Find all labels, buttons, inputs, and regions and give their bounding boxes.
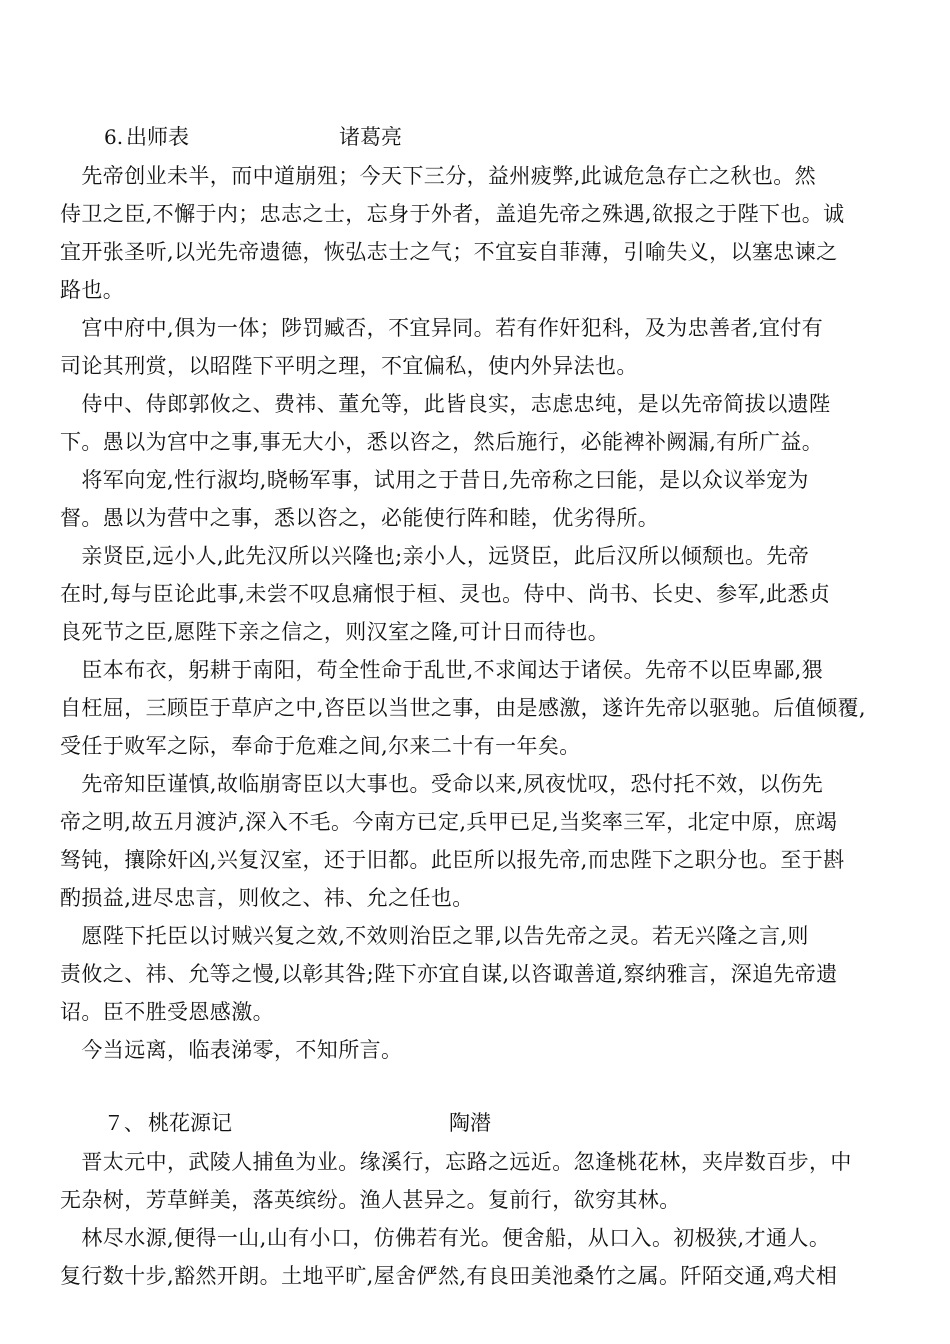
text-line: 督。愚以为营中之事，悉以咨之，必能使行阵和睦，优劣得所。 — [60, 506, 660, 530]
text-line: 先帝知臣谨慎,故临崩寄臣以大事也。受命以来,夙夜忧叹，恐付托不效，以伤先 — [60, 772, 824, 796]
section-number: ７、 — [104, 1111, 144, 1135]
text-line: 司论其刑赏，以昭陛下平明之理，不宜偏私，使内外异法也。 — [60, 354, 638, 378]
text-line: 晋太元中，武陵人捕鱼为业。缘溪行，忘路之远近。忽逢桃花林，夹岸数百步，中 — [60, 1150, 852, 1174]
section-title: 出师表 — [126, 125, 189, 149]
section-title: 桃花源记 — [148, 1111, 232, 1135]
text-line: 自枉屈，三顾臣于草庐之中,咨臣以当世之事，由是感激，遂许先帝以驱驰。后值倾覆, — [60, 696, 866, 720]
text-line: 今当远离，临表涕零，不知所言。 — [60, 1038, 403, 1062]
text-line: 路也。 — [60, 278, 125, 302]
text-line: 帝之明,故五月渡泸,深入不毛。今南方已定,兵甲已足,当奖率三军，北定中原，庶竭 — [60, 810, 838, 834]
text-line: 先帝创业未半，而中道崩殂；今天下三分，益州疲弊,此诚危急存亡之秋也。然 — [60, 164, 817, 188]
text-line: 亲贤臣,远小人,此先汉所以兴隆也;亲小人，远贤臣，此后汉所以倾颓也。先帝 — [60, 544, 810, 568]
text-line: 林尽水源,便得一山,山有小口，仿佛若有光。便舍船，从口入。初极狭,才通人。 — [60, 1226, 831, 1250]
text-line: 无杂树，芳草鲜美，落英缤纷。渔人甚异之。复前行，欲穷其林。 — [60, 1188, 681, 1212]
text-line: 在时,每与臣论此事,未尝不叹息痛恨于桓、灵也。侍中、尚书、长史、参军,此悉贞 — [60, 582, 831, 606]
text-line: 侍卫之臣,不懈于内；忠志之士，忘身于外者，盖追先帝之殊遇,欲报之于陛下也。诚 — [60, 202, 845, 226]
section-number: 6. — [104, 125, 124, 149]
text-line: 愿陛下托臣以讨贼兴复之效,不效则治臣之罪,以告先帝之灵。若无兴隆之言,则 — [60, 924, 809, 948]
text-line: 诏。臣不胜受恩感激。 — [60, 1000, 274, 1024]
text-line: 臣本布衣，躬耕于南阳，苟全性命于乱世,不求闻达于诸侯。先帝不以臣卑鄙,猥 — [60, 658, 824, 682]
section-author: 陶潜 — [449, 1111, 491, 1135]
text-line: 将军向宠,性行淑均,晓畅军事，试用之于昔日,先帝称之曰能，是以众议举宠为 — [60, 468, 809, 492]
text-line: 受任于败军之际，奉命于危难之间,尔来二十有一年矣。 — [60, 734, 581, 758]
text-line: 宫中府中,俱为一体；陟罚臧否，不宜异同。若有作奸犯科，及为忠善者,宜付有 — [60, 316, 824, 340]
text-line: 侍中、侍郎郭攸之、费祎、董允等，此皆良实，志虑忠纯，是以先帝简拔以遗陛 — [60, 392, 831, 416]
text-line: 宜开张圣听,以光先帝遗德，恢弘志士之气；不宜妄自菲薄，引喻失义，以塞忠谏之 — [60, 240, 838, 264]
text-line: 良死节之臣,愿陛下亲之信之，则汉室之隆,可计日而待也。 — [60, 620, 610, 644]
text-line: 酌损益,进尽忠言，则攸之、祎、允之任也。 — [60, 886, 474, 910]
text-line: 驽钝，攘除奸凶,兴复汉室，还于旧都。此臣所以报先帝,而忠陛下之职分也。至于斟 — [60, 848, 845, 872]
text-line: 责攸之、祎、允等之慢,以彰其咎;陛下亦宜自谋,以咨诹善道,察纳雅言，深追先帝遗 — [60, 962, 838, 986]
text-line: 下。愚以为宫中之事,事无大小，悉以咨之，然后施行，必能裨补阙漏,有所广益。 — [60, 430, 824, 454]
section-author: 诸葛亮 — [339, 125, 402, 149]
text-line: 复行数十步,豁然开朗。土地平旷,屋舍俨然,有良田美池桑竹之属。阡陌交通,鸡犬相 — [60, 1264, 838, 1288]
